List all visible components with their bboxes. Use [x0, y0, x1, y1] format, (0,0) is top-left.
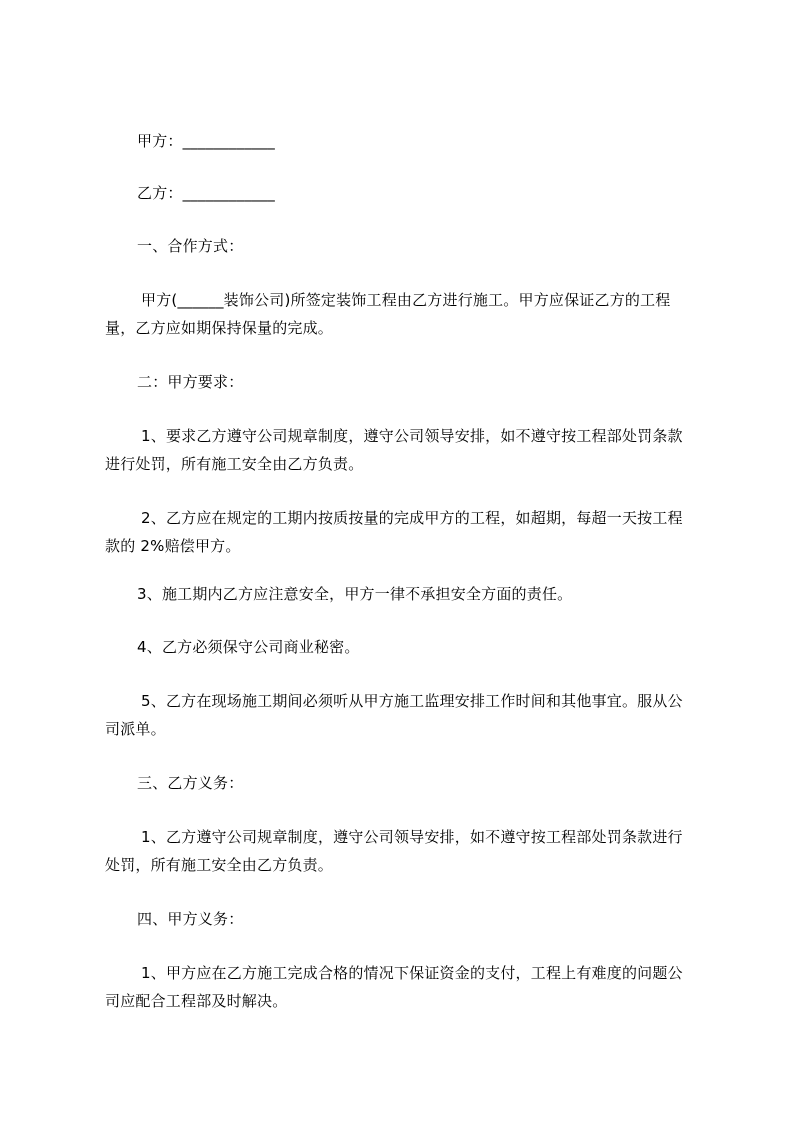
- section2-item5-line2: 司派单。: [105, 720, 166, 738]
- section4-item1-line2: 司应配合工程部及时解决。: [105, 992, 288, 1010]
- section3-item1-line2: 处罚，所有施工安全由乙方负责。: [105, 856, 334, 874]
- section1-heading: 一、合作方式：: [137, 237, 244, 255]
- section2-heading: 二：甲方要求：: [137, 373, 244, 391]
- section4-item1-line1: 1、甲方应在乙方施工完成合格的情况下保证资金的支付，工程上有难度的问题公: [141, 964, 683, 982]
- party-a-line: 甲方：____________: [137, 132, 276, 150]
- section2-item2-line1: 2、乙方应在规定的工期内按质按量的完成甲方的工程，如超期，每超一天按工程: [141, 509, 683, 527]
- section2-item3: 3、施工期内乙方应注意安全，甲方一律不承担安全方面的责任。: [137, 585, 573, 603]
- section2-item1-line1: 1、要求乙方遵守公司规章制度，遵守公司领导安排，如不遵守按工程部处罚条款: [141, 427, 683, 445]
- section2-item2-line2: 款的 2%赔偿甲方。: [105, 537, 241, 555]
- section1-paragraph-line1: 甲方(______装饰公司)所签定装饰工程由乙方进行施工。甲方应保证乙方的工程: [141, 291, 671, 309]
- section2-item5-line1: 5、乙方在现场施工期间必须听从甲方施工监理安排工作时间和其他事宜。服从公: [141, 692, 683, 710]
- section3-item1-line1: 1、乙方遵守公司规章制度，遵守公司领导安排，如不遵守按工程部处罚条款进行: [141, 828, 683, 846]
- section3-heading: 三、乙方义务：: [137, 774, 244, 792]
- section1-paragraph-line2: 量，乙方应如期保持保量的完成。: [105, 319, 334, 337]
- section2-item1-line2: 进行处罚，所有施工安全由乙方负责。: [105, 455, 364, 473]
- section2-item4: 4、乙方必须保守公司商业秘密。: [137, 638, 360, 656]
- section4-heading: 四、甲方义务：: [137, 910, 244, 928]
- party-b-line: 乙方：____________: [137, 184, 276, 202]
